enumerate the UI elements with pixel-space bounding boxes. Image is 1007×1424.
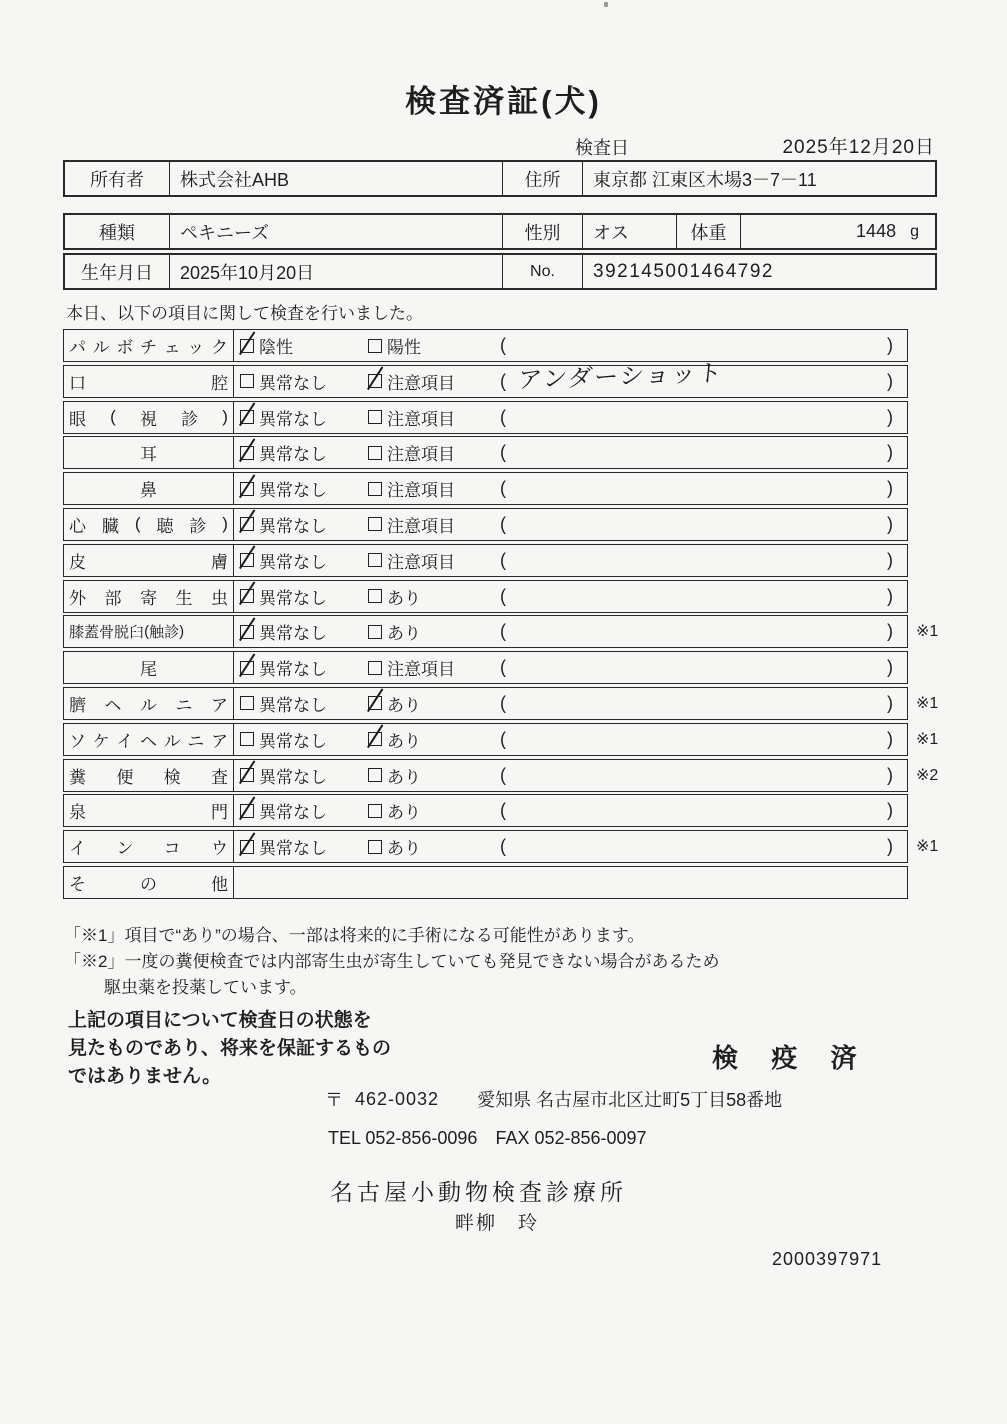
checkbox-icon	[240, 374, 254, 388]
paren-close: )	[887, 764, 893, 785]
serial-number: 2000397971	[772, 1249, 883, 1269]
exam-option	[368, 584, 500, 609]
exam-option	[368, 440, 500, 465]
handwritten-remark: アンダーショット	[516, 360, 725, 395]
option-label: 異常なし	[259, 588, 327, 608]
exam-row-content	[234, 831, 907, 862]
footnote-1: 「※1」項目で“あり”の場合、一部は将来的に手術になる可能性があります。	[64, 926, 645, 945]
paren-open: (	[500, 836, 506, 857]
exam-row	[63, 830, 939, 863]
birth-row	[63, 253, 937, 290]
option-label: 注意項目	[387, 660, 455, 680]
exam-row-content	[234, 724, 907, 755]
exam-row	[63, 544, 908, 577]
sex-value: オス	[583, 215, 677, 248]
exam-row	[63, 794, 908, 827]
exam-option	[240, 584, 368, 609]
option-label: 注意項目	[387, 516, 455, 536]
checkbox-checked-icon	[368, 732, 382, 746]
checkbox-icon	[368, 840, 382, 854]
exam-row-label: イ ン コ ウ	[64, 831, 234, 862]
breed-value: ペキニーズ	[170, 215, 503, 248]
note-mark: ※1	[916, 694, 939, 712]
remarks-area	[500, 437, 907, 468]
disclaimer	[68, 1007, 391, 1091]
exam-row-label: そ の 他	[64, 867, 234, 898]
remarks-area	[500, 760, 907, 791]
disclaimer-line-1: 上記の項目について検査日の状態を	[68, 1010, 372, 1031]
exam-row	[63, 687, 939, 720]
exam-row	[63, 866, 908, 899]
exam-option	[240, 369, 368, 394]
checkbox-checked-icon	[240, 339, 254, 353]
paren-open: (	[500, 442, 506, 463]
exam-row-content	[234, 867, 907, 898]
exam-row-content	[234, 509, 907, 540]
exam-row	[63, 329, 908, 362]
remarks-area	[500, 360, 907, 397]
exam-row-content	[234, 652, 907, 683]
option-label: 異常なし	[259, 373, 327, 393]
scan-speck	[604, 2, 608, 7]
paren-open: (	[500, 657, 506, 678]
checkbox-icon	[368, 553, 382, 567]
checkbox-icon	[240, 732, 254, 746]
exam-row	[63, 360, 908, 398]
option-label: 異常なし	[259, 445, 327, 465]
paren-close: )	[887, 692, 893, 713]
option-label: 異常なし	[259, 409, 327, 429]
breed-row	[63, 213, 937, 250]
paren-open: (	[500, 335, 506, 355]
exam-row-label: ソ ケ イ ヘ ル ニ ア	[64, 724, 234, 755]
exam-row-label: 眼 ( 視 診 )	[64, 402, 234, 433]
remarks-area	[500, 795, 907, 826]
no-value: 392145001464792	[593, 260, 775, 282]
remarks-area	[500, 473, 907, 504]
exam-table	[63, 329, 939, 902]
note-mark: ※1	[916, 730, 939, 748]
checkbox-icon	[368, 517, 382, 531]
paren-close: )	[887, 836, 893, 857]
option-label: 異常なし	[259, 731, 327, 751]
exam-option	[240, 512, 368, 537]
paren-open: (	[500, 549, 506, 570]
owner-table	[63, 160, 937, 197]
quarantine-stamp: 検 疫 済	[712, 1043, 870, 1073]
checkbox-checked-icon	[240, 625, 254, 639]
exam-row-content	[234, 473, 907, 504]
exam-row-label: 尾	[64, 652, 234, 683]
remarks-area	[500, 402, 907, 433]
checkbox-checked-icon	[368, 696, 382, 710]
exam-row	[63, 580, 908, 613]
exam-row-content	[234, 402, 907, 433]
footnote-2-cont: 駆虫薬を投薬しています。	[104, 978, 307, 997]
remarks-area	[500, 509, 907, 540]
owner-label: 所有者	[65, 162, 170, 195]
fax-number: FAX 052-856-0097	[495, 1128, 647, 1148]
checkbox-checked-icon	[240, 589, 254, 603]
exam-row-content	[234, 760, 907, 791]
option-label: 注意項目	[387, 373, 455, 393]
exam-row-label: パ ル ボ チ ェ ッ ク	[64, 330, 234, 361]
exam-row	[63, 723, 939, 756]
exam-option	[240, 440, 368, 465]
weight-label: 体重	[677, 215, 741, 248]
exam-row	[63, 472, 908, 505]
exam-option	[240, 405, 368, 430]
option-label: あり	[387, 803, 421, 823]
checkbox-icon	[368, 446, 382, 460]
disclaimer-line-2: 見たものであり、将来を保証するもの	[68, 1038, 392, 1059]
tel-number: TEL 052-856-0096	[328, 1128, 478, 1148]
inspection-date-label: 検査日	[575, 138, 629, 158]
remarks-area	[500, 831, 907, 862]
exam-row-content	[234, 545, 907, 576]
remarks-area	[500, 581, 907, 612]
exam-option	[368, 512, 500, 537]
exam-option	[368, 369, 500, 394]
exam-option	[368, 691, 500, 716]
checkbox-checked-icon	[368, 374, 382, 388]
address-value: 東京都 江東区木場3－7－11	[593, 169, 817, 190]
checkbox-checked-icon	[240, 804, 254, 818]
exam-row-label: 鼻	[64, 473, 234, 504]
paren-close: )	[887, 513, 893, 534]
option-label: 異常なし	[259, 624, 327, 644]
option-label: 陰性	[259, 338, 293, 357]
option-label: あり	[387, 767, 421, 787]
exam-option	[240, 691, 368, 716]
inspection-date-value: 2025年12月20日	[782, 137, 935, 158]
paren-close: )	[887, 585, 893, 606]
exam-row-label: 心 臓 ( 聴 診 )	[64, 509, 234, 540]
exam-option	[240, 548, 368, 573]
checkbox-checked-icon	[240, 446, 254, 460]
clinic-address: 愛知県 名古屋市北区辻町5丁目58番地	[477, 1090, 783, 1110]
address-label: 住所	[503, 162, 583, 195]
exam-row-label: 臍 ヘ ル ニ ア	[64, 688, 234, 719]
note-mark: ※1	[916, 838, 939, 856]
checkbox-icon	[368, 661, 382, 675]
checkbox-checked-icon	[240, 661, 254, 675]
checkbox-icon	[368, 482, 382, 496]
checkbox-icon	[368, 768, 382, 782]
exam-option	[240, 798, 368, 823]
option-label: 陽性	[387, 338, 421, 357]
exam-row-content	[234, 330, 907, 361]
remarks-area	[500, 545, 907, 576]
exam-row-content	[234, 795, 907, 826]
weight-value: 1448	[856, 221, 897, 241]
option-label: 異常なし	[259, 516, 327, 536]
paren-open: (	[500, 585, 506, 606]
page-title: 検査済証(犬)	[405, 84, 602, 119]
no-label: No.	[503, 255, 583, 288]
option-label: 注意項目	[387, 445, 455, 465]
exam-row	[63, 508, 908, 541]
exam-option	[240, 763, 368, 788]
option-label: あり	[387, 624, 421, 644]
exam-row-content	[234, 581, 907, 612]
breed-label: 種類	[65, 215, 170, 248]
exam-option	[368, 727, 500, 752]
weight-cell	[741, 215, 935, 248]
note-mark: ※1	[916, 623, 939, 641]
exam-row-label: 耳	[64, 437, 234, 468]
checkbox-icon	[368, 410, 382, 424]
option-label: 注意項目	[387, 481, 455, 501]
exam-row-label: 膝 蓋 骨 脱 臼 ( 触 診 )	[64, 616, 234, 647]
option-label: 異常なし	[259, 839, 327, 859]
exam-row-label: 泉 門	[64, 795, 234, 826]
checkbox-checked-icon	[240, 410, 254, 424]
option-label: あり	[387, 839, 421, 859]
owner-value: 株式会社AHB	[170, 162, 503, 195]
exam-option	[240, 619, 368, 644]
exam-option	[240, 333, 368, 358]
paren-close: )	[887, 621, 893, 642]
exam-row	[63, 759, 939, 792]
exam-option	[368, 763, 500, 788]
remarks-area	[500, 688, 907, 719]
exam-row-label: 糞 便 検 査	[64, 760, 234, 791]
exam-row-label: 皮 膚	[64, 545, 234, 576]
option-label: あり	[387, 588, 421, 608]
exam-option	[240, 655, 368, 680]
paren-close: )	[887, 442, 893, 463]
paren-close: )	[887, 370, 893, 391]
paren-open: (	[500, 764, 506, 785]
exam-row-content	[234, 437, 907, 468]
paren-close: )	[887, 728, 893, 749]
exam-row	[63, 436, 908, 469]
exam-row-label: 外 部 寄 生 虫	[64, 581, 234, 612]
postal-code: 462-0032	[355, 1088, 440, 1109]
remarks-area	[500, 652, 907, 683]
paren-close: )	[887, 406, 893, 427]
option-label: 異常なし	[259, 481, 327, 501]
checkbox-icon	[368, 589, 382, 603]
paren-open: (	[500, 406, 506, 427]
tel-fax-line	[328, 1128, 647, 1149]
exam-option	[368, 798, 500, 823]
option-label: 異常なし	[259, 660, 327, 680]
checkbox-icon	[240, 696, 254, 710]
checkbox-checked-icon	[240, 553, 254, 567]
checkbox-icon	[368, 625, 382, 639]
note-mark: ※2	[916, 766, 939, 784]
exam-option	[368, 834, 500, 859]
option-label: 異常なし	[259, 767, 327, 787]
exam-row	[63, 401, 908, 434]
checkbox-checked-icon	[240, 768, 254, 782]
paren-open: (	[500, 513, 506, 534]
exam-row-content	[234, 688, 907, 719]
paren-close: )	[887, 335, 893, 355]
clinic-person: 畔柳 玲	[455, 1213, 540, 1234]
option-label: 異常なし	[259, 552, 327, 572]
sex-label: 性別	[503, 215, 583, 248]
checkbox-checked-icon	[240, 840, 254, 854]
paren-close: )	[887, 800, 893, 821]
exam-row	[63, 651, 908, 684]
exam-row-content	[234, 360, 907, 397]
exam-option	[368, 405, 500, 430]
birth-label: 生年月日	[65, 255, 170, 288]
postal-mark: 〒	[325, 1090, 343, 1110]
exam-option	[240, 727, 368, 752]
paren-close: )	[887, 549, 893, 570]
paren-open: (	[500, 800, 506, 821]
footnotes	[64, 923, 719, 1001]
paren-open: (	[500, 621, 506, 642]
exam-option	[368, 333, 500, 358]
exam-option	[368, 476, 500, 501]
exam-row	[63, 615, 939, 648]
exam-option	[240, 834, 368, 859]
remarks-area	[500, 616, 907, 647]
intro-text: 本日、以下の項目に関して検査を行いました。	[66, 304, 423, 323]
option-label: 異常なし	[259, 695, 327, 715]
footnote-2: 「※2」一度の糞便検査では内部寄生虫が寄生していても発見できない場合があるため	[64, 952, 720, 971]
exam-option	[368, 655, 500, 680]
exam-row-label: 口 腔	[64, 366, 234, 397]
disclaimer-line-3: ではありません。	[68, 1066, 222, 1087]
paren-open: (	[500, 478, 506, 499]
paren-close: )	[887, 657, 893, 678]
clinic-name: 名古屋小動物検査診療所	[330, 1179, 627, 1205]
exam-row-content	[234, 616, 907, 647]
option-label: 異常なし	[259, 803, 327, 823]
checkbox-icon	[368, 339, 382, 353]
paren-close: )	[887, 478, 893, 499]
exam-option	[368, 548, 500, 573]
paren-open: (	[500, 728, 506, 749]
birth-value: 2025年10月20日	[170, 255, 503, 288]
exam-option	[368, 619, 500, 644]
remarks-area	[500, 724, 907, 755]
option-label: あり	[387, 695, 421, 715]
paren-open: (	[500, 370, 506, 391]
option-label: あり	[387, 731, 421, 751]
option-label: 注意項目	[387, 409, 455, 429]
checkbox-icon	[368, 804, 382, 818]
checkbox-checked-icon	[240, 517, 254, 531]
exam-option	[240, 476, 368, 501]
option-label: 注意項目	[387, 552, 455, 572]
clinic-address-line	[325, 1086, 782, 1112]
weight-unit: g	[910, 222, 919, 240]
checkbox-checked-icon	[240, 482, 254, 496]
paren-open: (	[500, 692, 506, 713]
